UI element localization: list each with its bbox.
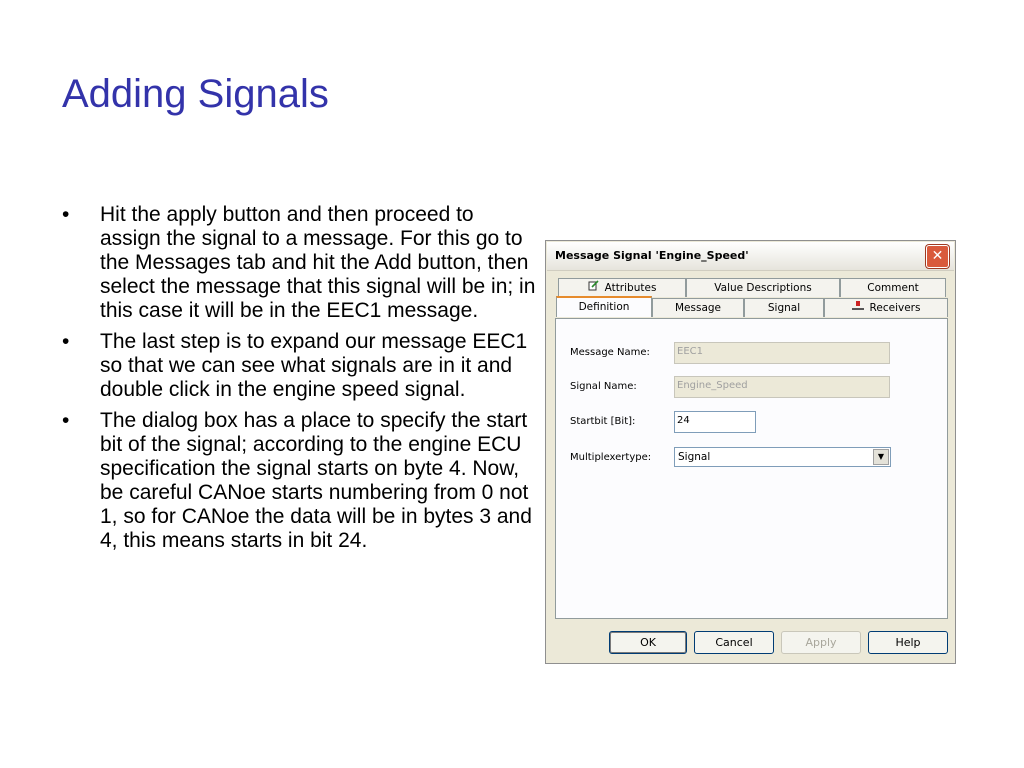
bullet-marker: • — [62, 330, 70, 353]
bullet-text: The dialog box has a place to specify the start bit of the signal; according to the engine ECU specification the signal starts on byte 4. Now, be careful CANoe starts numbering from 0 not 1, so for CANoe the data will be in bytes 3 and 4, this means starts in bit 24. — [100, 409, 532, 552]
receiver-icon — [852, 300, 864, 318]
cancel-button[interactable]: Cancel — [694, 631, 774, 654]
tab-signal[interactable] — [744, 298, 824, 317]
help-button[interactable]: Help — [868, 631, 948, 654]
slide-title: Adding Signals — [62, 72, 329, 116]
bullet-item — [62, 203, 540, 323]
dialog-titlebar[interactable] — [547, 242, 954, 271]
tab-label: Signal — [767, 302, 801, 314]
tab-message[interactable] — [652, 298, 744, 317]
tab-label: Message — [674, 302, 722, 314]
tab-label: Definition — [578, 301, 630, 313]
tab-label: Value Descriptions — [714, 282, 812, 294]
multiplexertype-label: Multiplexertype: — [570, 452, 652, 463]
bullet-text: The last step is to expand our message EEC1 so that we can see what signals are in it and double click in the engine speed signal. — [100, 330, 528, 401]
bullet-item — [62, 409, 540, 553]
close-icon: ✕ — [931, 248, 944, 264]
signal-name-label: Signal Name: — [570, 381, 637, 392]
tab-comment[interactable] — [840, 278, 946, 297]
bullet-list — [62, 203, 540, 560]
tab-label: Attributes — [604, 282, 657, 294]
tab-value-descriptions[interactable] — [686, 278, 840, 297]
tab-attributes[interactable] — [558, 278, 686, 297]
dialog-title: Message Signal 'Engine_Speed' — [555, 249, 749, 262]
multiplexertype-select[interactable] — [674, 447, 891, 467]
tab-definition[interactable] — [556, 296, 652, 317]
multiplexertype-value: Signal — [678, 451, 711, 463]
startbit-field[interactable]: 24 — [674, 411, 756, 433]
definition-panel — [555, 318, 948, 619]
bullet-marker: • — [62, 203, 70, 226]
tab-receivers[interactable] — [824, 298, 948, 317]
message-name-field[interactable]: EEC1 — [674, 342, 890, 364]
startbit-label: Startbit [Bit]: — [570, 416, 636, 427]
message-name-label: Message Name: — [570, 347, 650, 358]
bullet-item — [62, 330, 540, 402]
apply-button[interactable]: Apply — [781, 631, 861, 654]
bullet-text: Hit the apply button and then proceed to assign the signal to a message. For this go to the Messages tab and hit the Add button, then select the message that this signal will be in; in this case it will be in the EEC1 message. — [100, 203, 536, 322]
tab-label: Receivers — [869, 302, 921, 314]
dropdown-arrow-icon[interactable]: ▼ — [873, 449, 889, 465]
message-signal-dialog — [545, 240, 956, 664]
signal-name-field[interactable]: Engine_Speed — [674, 376, 890, 398]
bullet-marker: • — [62, 409, 70, 432]
close-button[interactable] — [926, 245, 949, 268]
ok-button[interactable]: OK — [609, 631, 687, 654]
tab-label: Comment — [867, 282, 919, 294]
